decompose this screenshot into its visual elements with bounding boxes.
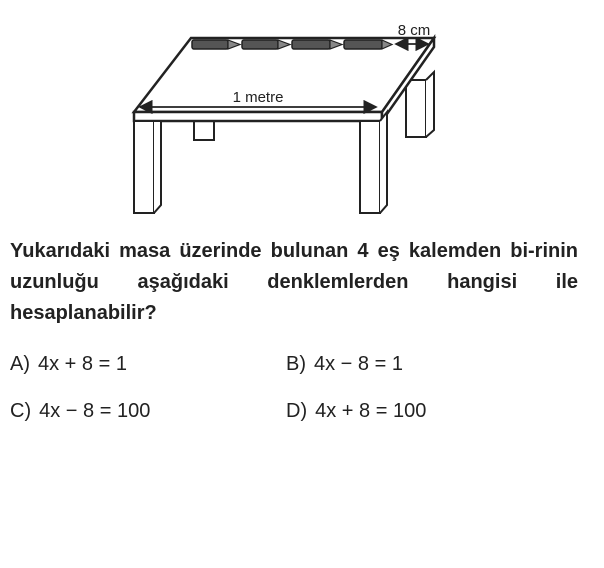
option-a[interactable] [10,352,127,376]
option-c[interactable] [10,399,150,423]
pencil [344,40,392,49]
question-text: Yukarıdaki masa üzerinde bulunan 4 eş kalemden bi-rinin uzunluğu aşağıdaki denklemlerden hangisi ile hesaplanabilir? [10,240,578,324]
option-text: 4x − 8 = 1 [314,353,403,375]
option-text: 4x + 8 = 1 [38,353,127,375]
pencil [292,40,342,49]
length-label: 1 metre [232,89,284,106]
table-front-legs [134,112,387,213]
table-figure [0,0,604,230]
pencil [242,40,290,49]
option-letter: B) [286,353,306,375]
table-top [134,38,434,121]
option-text: 4x − 8 = 100 [39,400,151,422]
gap-label: 8 cm [397,22,431,39]
option-b[interactable] [286,352,403,376]
option-letter: C) [10,400,32,422]
option-d[interactable] [286,399,426,423]
option-letter: A) [10,353,30,375]
table-illustration [0,0,604,230]
option-text: 4x + 8 = 100 [315,400,427,422]
pencil [192,40,240,49]
option-letter: D) [286,400,308,422]
